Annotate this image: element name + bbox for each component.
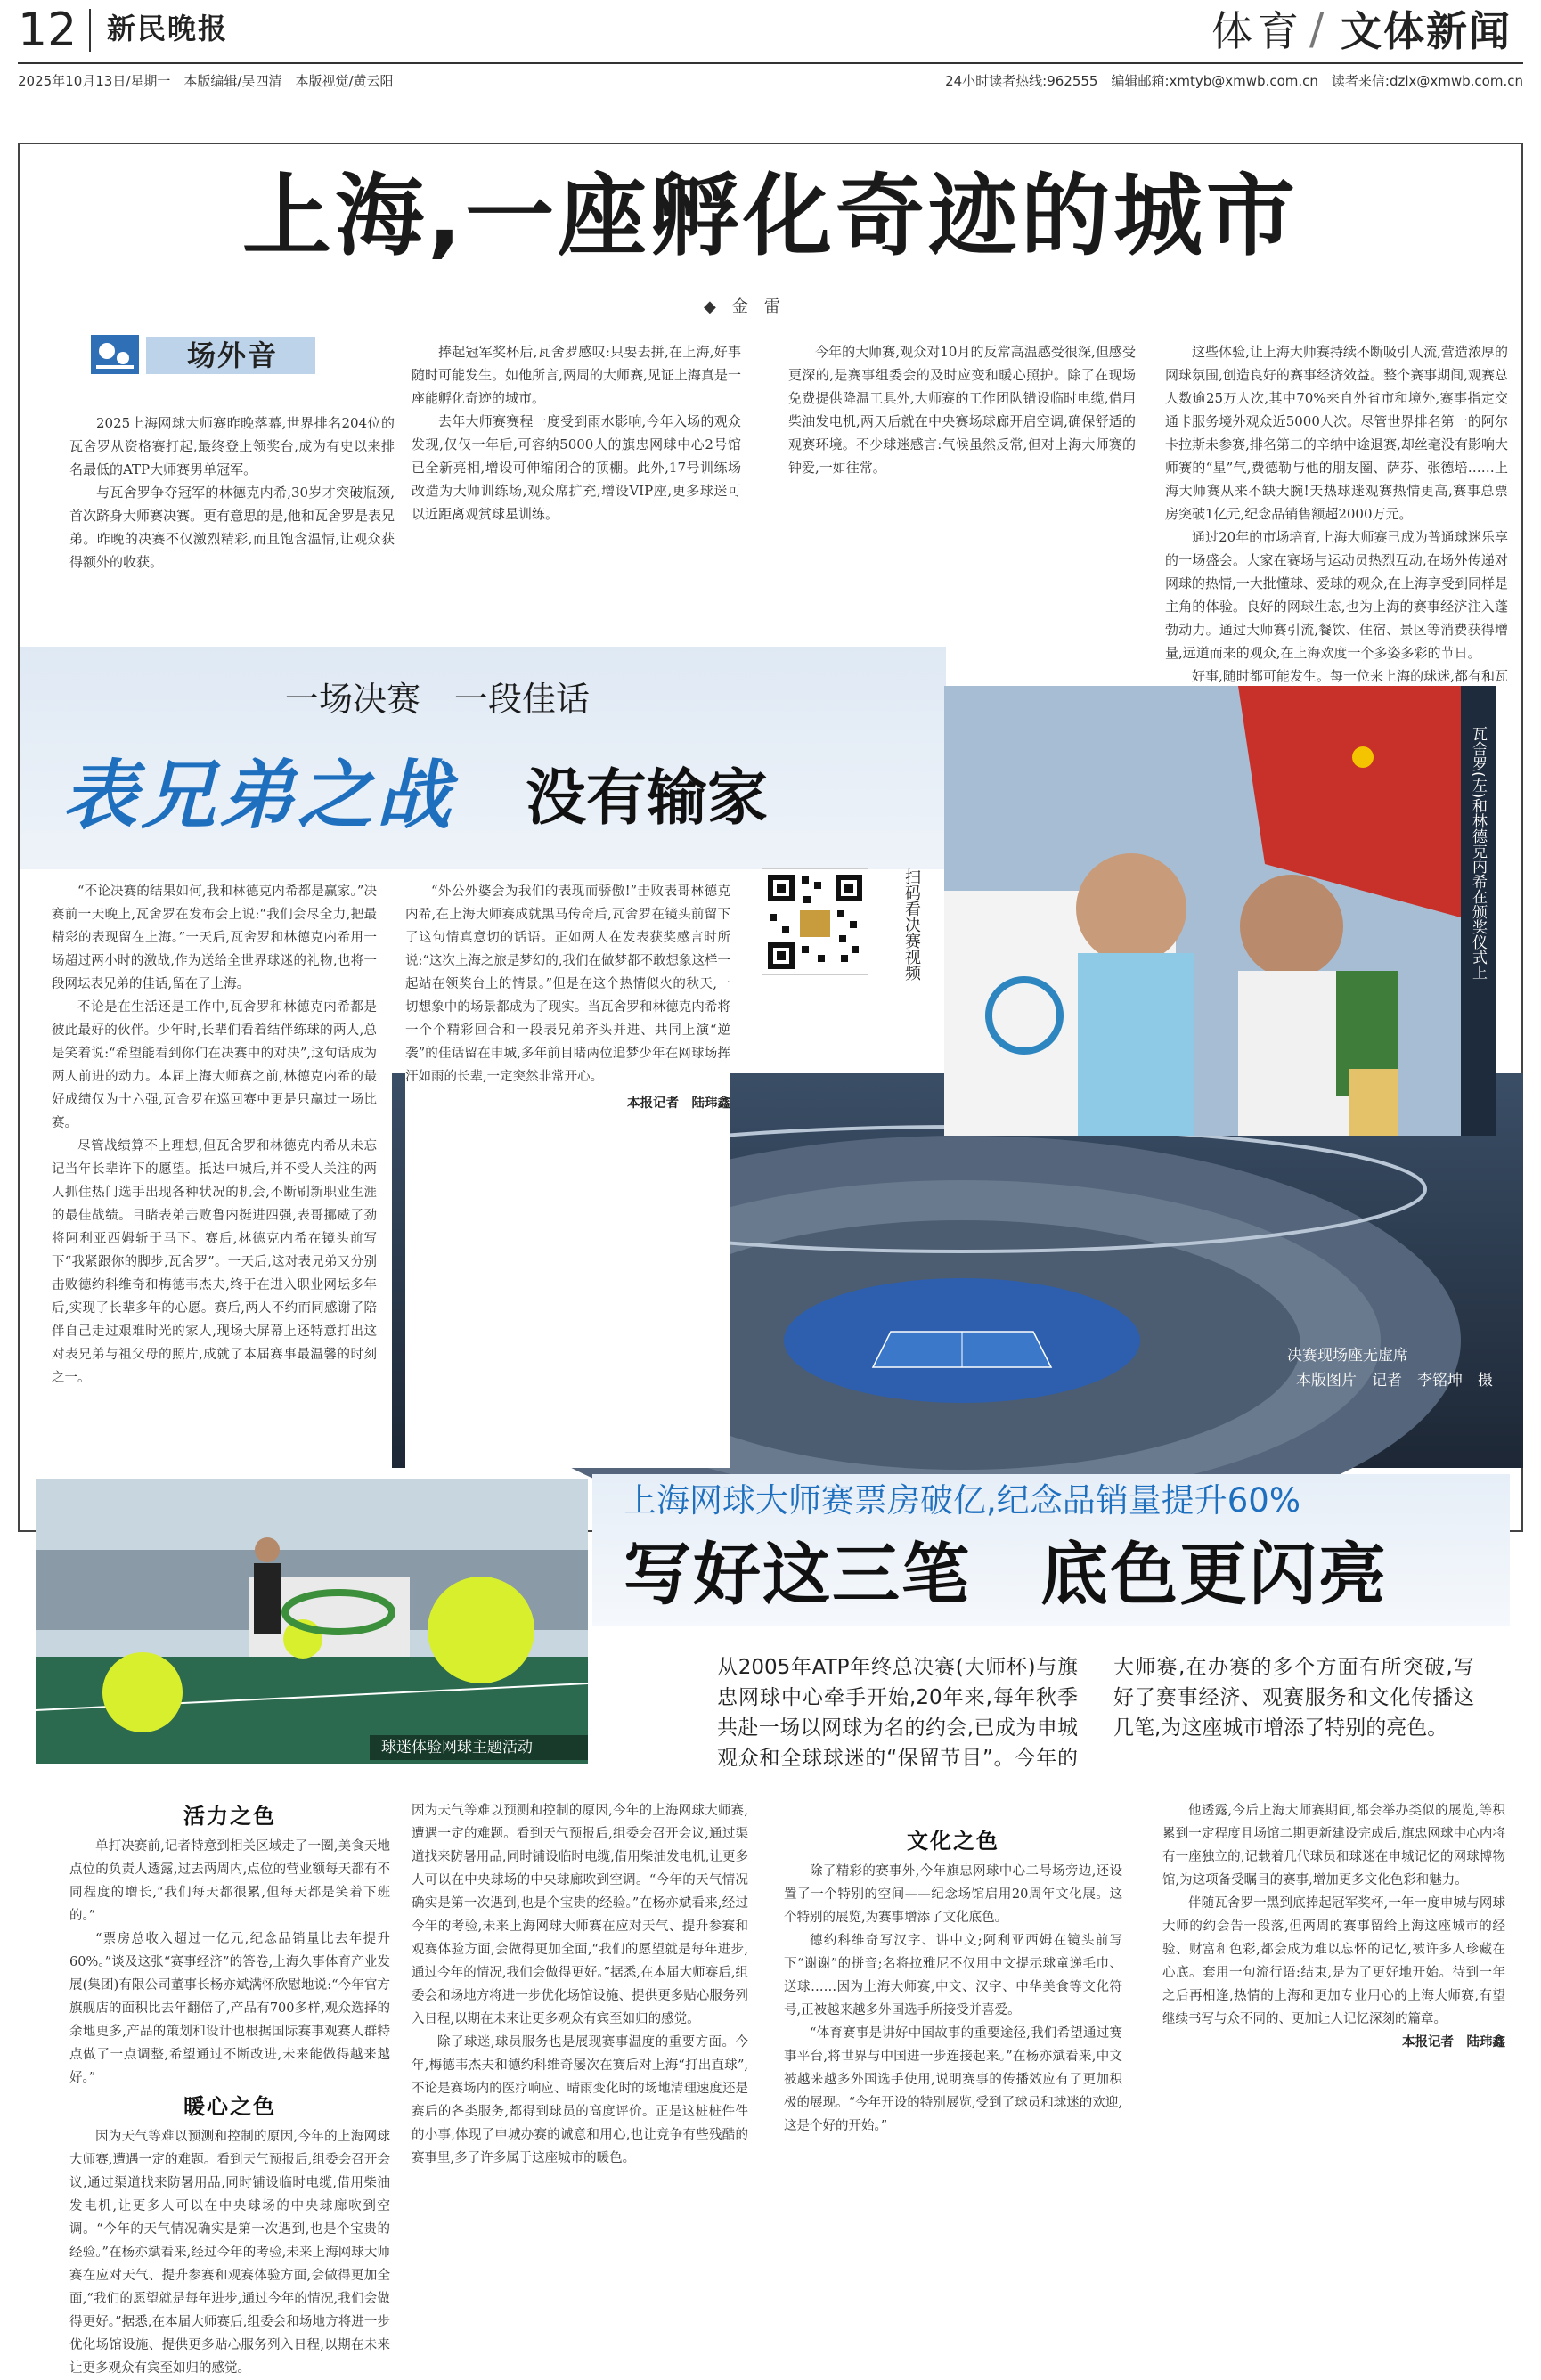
players-illustration (944, 686, 1461, 1136)
article2-headline-blue: 表兄弟之战 (62, 751, 455, 839)
a1-p8: 好事,随时都可能发生。每一位来上海的球迷,都有和瓦 (1192, 668, 1508, 684)
section-culture: 文体新闻 (1341, 7, 1512, 55)
masthead-divider (89, 9, 91, 52)
a2-byline: 本报记者 陆玮鑫 (627, 1096, 730, 1111)
a1-p6: 这些体验,让上海大师赛持续不断吸引人流,营造浓厚的网球氛围,创造良好的赛事经济效益。整个赛事期间,观赛总人数逾25万人次,其中70%来自外省市和境外,赛事指定交通卡服务境外观众近5000人次。尽管世界排名第一的阿尔卡拉斯未参赛,排名第二的辛纳中途退赛,却丝毫没有影响大师赛的“星”气,费德勒与他的朋友圈、萨芬、张德培……上海大师赛从来不缺大腕!天热球迷观赛热情更高,赛事总票房突破1亿元,纪念品销售额超2000万元。 (1165, 344, 1508, 522)
qr-icon (762, 869, 868, 974)
article1-col1 (69, 412, 395, 574)
page-number: 12 (18, 4, 77, 57)
column-logo-icon (89, 331, 143, 378)
section-slash: / (1309, 4, 1325, 54)
a3-s3-p5: 伴随瓦舍罗一黑到底捧起冠军奖杯,一年一度申城与网球大师的约会告一段落,但两周的赛事留给上海这座城市的经验、财富和色彩,都会成为难以忘怀的记忆,被许多人珍藏在心底。套用一句流行语:结束,是为了更好地开始。待到一年之后再相逢,热情的上海和更加专业用心的上海大师赛,有望继续书写与众不同的、更加让人记忆深刻的篇章。 (1162, 1896, 1505, 2026)
a3-s3-p2: 德约科维奇写汉字、讲中文;阿利亚西姆在镜头前写下“谢谢”的拼音;名将拉雅尼不仅用中文提示球童递毛巾、送球……因为上海大师赛,中文、汉字、中华美食等文化符号,正被越来越多外国选手所接受并喜爱。 (784, 1934, 1122, 2017)
subhead-vitality: 活力之色 (183, 1804, 276, 1829)
a3-s3-p4: 他透露,今后上海大师赛期间,都会举办类似的展览,等积累到一定程度且场馆二期更新建设完成后,旗忠网球中心内将有一座独立的,记载着几代球员和球迷在申城记忆的网球博物馆,为这项备受瞩目的赛事,增加更多文化色彩和魅力。 (1162, 1804, 1505, 1887)
a2-p4: “外公外婆会为我们的表现而骄傲!”击败表哥林德克内希,在上海大师赛成就黑马传奇后,瓦舍罗在镜头前留下了这句情真意切的话语。正如两人在发表获奖感言时所说:“这次上海之旅是梦幻的,我们在做梦都不敢想象这样一起站在领奖台上的情景。”但是在这个热情似火的秋天,一切想象中的场景都成为了现实。当瓦舍罗和林德克内希将一个个精彩回合和一段表兄弟齐头并进、共同上演“逆袭”的佳话留在申城,多年前目睹两位追梦少年在网球场挥汗如雨的长辈,一定突然非常开心。 (405, 884, 730, 1084)
paper-name: 新民晚报 (107, 12, 229, 45)
a2-p1: “不论决赛的结果如何,我和林德克内希都是赢家。”决赛前一天晚上,瓦舍罗在发布会上说:“我们会尽全力,把最精彩的表现留在上海。”一天后,瓦舍罗和林德克内希用一场超过两小时的激战,作为送给全世界球迷的礼物,也将一段网坛表兄弟的佳话,留在了上海。 (52, 884, 377, 991)
activity-photo (36, 1479, 588, 1764)
qr-caption: 扫码看决赛视频 (902, 868, 921, 981)
article3-lead: 从2005年ATP年终总决赛(大师杯)与旗忠网球中心牵手开始,20年来,每年秋季共赴一场以网球为名的约会,已成为申城观众和全球球迷的“保留节目”。今年的大师赛,在办赛的多个方面有所突破,写好了赛事经济、观赛服务和文化传播这几笔,为这座城市增添了特别的亮色。 (717, 1656, 1474, 1770)
section-sport: 体育 (1211, 7, 1304, 55)
a1-p5: 今年的大师赛,观众对10月的反常高温感受很深,但感受更深的,是赛事组委会的及时应变和暖心照护。除了在现场免费提供降温工具外,大师赛的工作团队错设临时电缆,借用柴油发电机,两天后就在中央赛场球廊开启空调,确保舒适的观赛环境。不少球迷感言:气候虽然反常,但对上海大师赛的钟爱,一如往常。 (788, 344, 1136, 476)
article3-col2 (412, 1799, 748, 2262)
activity-caption: 球迷体验网球主题活动 (381, 1739, 533, 1756)
article3-kicker: 上海网球大师赛票房破亿,纪念品销量提升60% (624, 1481, 1300, 1520)
article3-headline: 写好这三笔 底色更闪亮 (624, 1535, 1388, 1614)
a2-p2: 不论是在生活还是工作中,瓦舍罗和林德克内希都是彼此最好的伙伴。少年时,长辈们看着结伴练球的两人,总是笑着说:“希望能看到你们在决赛中的对决”,这句话成为两人前进的动力。本届上海大师赛之前,林德克内希的最好成绩仅为十六强,瓦舍罗在巡回赛中更是只赢过一场比赛。 (52, 1000, 377, 1130)
a3-byline: 本报记者 陆玮鑫 (1402, 2034, 1505, 2050)
a3-s2-p2: 除了球迷,球员服务也是展现赛事温度的重要方面。今年,梅德韦杰夫和德约科维奇屡次在赛后对上海“打出直球”,不论是赛场内的医疗响应、晴雨变化时的场地清理速度还是赛后的各类服务,都得到球员的高度评价。正是这桩桩件件的小事,体现了申城办赛的诚意和用心,也让竞争有些残酷的赛事里,多了许多属于这座城市的暖色。 (412, 2035, 748, 2165)
article2-col1 (52, 880, 377, 1459)
a1-p3: 捧起冠军奖杯后,瓦舍罗感叹:只要去拼,在上海,好事随时可能发生。如他所言,两周的大师赛,见证上海真是一座能孵化奇迹的城市。 (412, 344, 741, 406)
column-label-box (89, 331, 321, 378)
a3-s2-p1-start: 因为天气等难以预测和控制的原因,今年的上海网球大师赛,遭遇一定的难题。看到天气预报后,组委会召开会议,通过渠道找来防暑用品,同时铺设临时电缆,借用柴油发电机,让更多人可以在中央球场的中央球廊吹到空调。“今年的天气情况确实是第一次遇到,也是个宝贵的经验。”在杨亦斌看来,经过今年的考验,未来上海网球大师赛在应对天气、提升参赛和观赛体验方面,会做得更加全面,“我们的愿望就是每年进步,通过今年的情况,我们会做得更好。”据悉,在本届大师赛后,组委会和场地方将进一步优化场馆设施、提供更多贴心服务列入日程,以期在未来让更多观众有宾至如归的感觉。 (69, 2130, 390, 2376)
article1-col4 (1165, 340, 1508, 711)
masthead (0, 0, 1541, 102)
article1-col2 (412, 340, 741, 526)
photo-credit: 本版图片 记者 李铭坤 摄 (1296, 1372, 1493, 1390)
a3-s2-p1: 因为天气等难以预测和控制的原因,今年的上海网球大师赛,遭遇一定的难题。看到天气预报后,组委会召开会议,通过渠道找来防暑用品,同时铺设临时电缆,借用柴油发电机,让更多人可以在中央球场的中央球廊吹到空调。“今年的天气情况确实是第一次遇到,也是个宝贵的经验。”在杨亦斌看来,经过今年的考验,未来上海网球大师赛在应对天气、提升参赛和观赛体验方面,会做得更加全面,“我们的愿望就是每年进步,通过今年的情况,我们会做得更好。”据悉,在本届大师赛后,组委会和场地方将进一步优化场馆设施、提供更多贴心服务列入日程,以期在未来让更多观众有宾至如归的感觉。 (412, 1804, 748, 2026)
a2-p3: 尽管战绩算不上理想,但瓦舍罗和林德克内希从未忘记当年长辈许下的愿望。抵达申城后,并不受人关注的两人抓住热门选手出现各种状况的机会,不断刷新职业生涯的最佳战绩。目睹表弟击败鲁内挺进四强,表哥挪威了劲将阿利亚西姆斩于马下。赛后,林德克内希在镜头前写下“我紧跟你的脚步,瓦舍罗”。一天后,这对表兄弟又分别击败德约科维奇和梅德韦杰夫,终于在进入职业网坛多年后,实现了长辈多年的心愿。赛后,两人不约而同感谢了陪伴自己走过艰难时光的家人,现场大屏幕上还特意打出这对表兄弟与祖父母的照片,成就了本届赛事最温馨的时刻之一。 (52, 1139, 377, 1385)
headline-shanghai: 上海,一座孵化奇迹的城市 (242, 164, 1299, 268)
masthead-rule (18, 62, 1523, 64)
a3-s3-p3: “体育赛事是讲好中国故事的重要途径,我们希望通过赛事平台,将世界与中国进一步连接起来。”在杨亦斌看来,中文被越来越多外国选手使用,说明赛事的传播效应有了更加积极的展现。“今年开设的特别展览,受到了球员和球迷的欢迎,这是个好的开始。” (784, 2026, 1122, 2133)
date-editor-line: 2025年10月13日/星期一 本版编辑/吴四清 本版视觉/黄云阳 (18, 73, 394, 89)
qr-code[interactable] (762, 868, 868, 975)
column-label: 场外音 (187, 338, 279, 372)
byline-jinlei: ◆ 金 雷 (704, 298, 780, 316)
contact-line: 24小时读者热线:962555 编辑邮箱:xmtyb@xmwb.com.cn 读者来信:dzlx@xmwb.com.cn (945, 73, 1523, 89)
article3-col4 (1162, 1799, 1505, 2271)
a1-p1: 2025上海网球大师赛昨晚落幕,世界排名204位的瓦舍罗从资格赛打起,最终登上领奖台,成为有史以来排名最低的ATP大师赛男单冠军。 (69, 415, 395, 477)
article2-col2 (405, 880, 730, 1468)
article3-col1 (69, 1799, 390, 2376)
subhead-culture: 文化之色 (907, 1829, 999, 1854)
a1-p2: 与瓦舍罗争夺冠军的林德克内希,30岁才突破瓶颈,首次跻身大师赛决赛。更有意思的是,他和瓦舍罗是表兄弟。昨晚的决赛不仅激烈精彩,而且饱含温情,让观众获得额外的收获。 (69, 485, 395, 570)
subhead-warmth: 暖心之色 (183, 2094, 276, 2119)
article2-headline-black: 没有输家 (526, 763, 769, 834)
stadium-caption: 决赛现场座无虚席 (1287, 1347, 1408, 1365)
article1-col3 (788, 340, 1136, 479)
a1-p7: 通过20年的市场培育,上海大师赛已成为普通球迷乐享的一场盛会。大家在赛场与运动员热烈互动,在场外传递对网球的热情,一大批懂球、爱球的观众,在上海享受到同样是主角的体验。良好的网球生态,也为上海的赛事经济注入蓬勃动力。通过大师赛引流,餐饮、住宿、景区等消费获得增量,远道而来的观众,在上海欢度一个多姿多彩的节日。 (1165, 529, 1508, 661)
activity-illustration (36, 1479, 588, 1764)
a3-s3-p1: 除了精彩的赛事外,今年旗忠网球中心二号场旁边,还设置了一个特别的空间——纪念场馆启用20周年文化展。这个特别的展览,为赛事增添了文化底色。 (784, 1864, 1122, 1925)
article3-col3 (784, 1799, 1122, 2262)
a1-p4: 去年大师赛赛程一度受到雨水影响,今年入场的观众发现,仅仅一年后,可容纳5000人的旗忠网球中心2号馆已全新亮相,增设可伸缩闭合的顶棚。此外,17号训练场改造为大师训练场,观众席扩充,增设VIP座,更多球迷可以近距离观赏球星训练。 (412, 413, 741, 522)
a3-s1-p2: “票房总收入超过一亿元,纪念品销量比去年提升60%。”谈及这张“赛事经济”的答卷,上海久事体育产业发展(集团)有限公司董事长杨亦斌满怀欣慰地说:“今年官方旗舰店的面积比去年翻倍了,产品有700多样,观众选择的余地更多,产品的策划和设计也根据国际赛事观赛人群特点做了一点调整,希望通过不断改进,未来能做得越来越好。” (69, 1932, 390, 2085)
article2-kicker: 一场决赛 一段佳话 (285, 680, 591, 719)
trophy-photo (944, 686, 1461, 1136)
a3-s1-p1: 单打决赛前,记者特意到相关区域走了一圈,美食天地点位的负责人透露,过去两周内,点位的营业额每天都有不同程度的增长,“我们每天都很累,但每天都是笑着下班的。” (69, 1839, 390, 1923)
trophy-caption: 瓦舍罗(左)和林德克内希在颁奖仪式上 (1469, 726, 1487, 981)
